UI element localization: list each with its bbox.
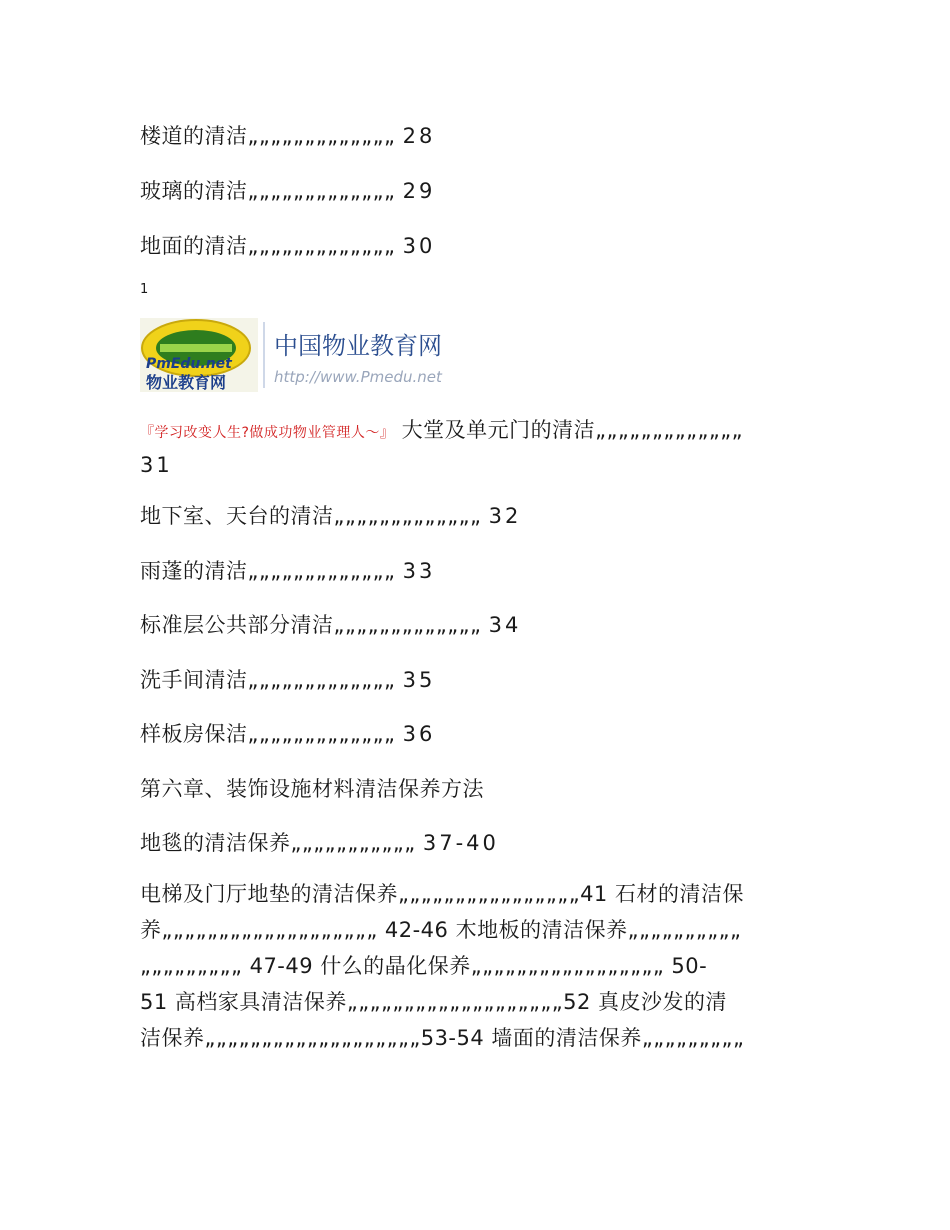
- logo-badge-caption: 物业教育网: [146, 373, 227, 392]
- toc-page: 36: [402, 722, 436, 746]
- toc-leader: „„„„„„„„„„„„„: [333, 504, 482, 528]
- toc-leader: „„„„„„„„„„„„„: [247, 559, 396, 583]
- toc-entry: [140, 500, 521, 530]
- toc-title: 样板房保洁: [140, 722, 248, 746]
- logo-url: http://www.Pmedu.net: [274, 368, 442, 386]
- toc-title: 雨蓬的清洁: [140, 559, 248, 583]
- toc-leader: „„„„„„„„„„„„„: [595, 418, 744, 442]
- toc-entry: [140, 175, 435, 205]
- toc-page: 30: [402, 234, 436, 258]
- toc-paragraph-line: 电梯及门厅地垫的清洁保养„„„„„„„„„„„„„„„„41 石材的清洁保: [140, 882, 744, 906]
- toc-leader: „„„„„„„„„„„„„: [247, 668, 396, 692]
- toc-leader: „„„„„„„„„„„„„: [333, 613, 482, 637]
- toc-page: 29: [402, 179, 436, 203]
- toc-title: 洗手间清洁: [140, 668, 248, 692]
- toc-title: 地下室、天台的清洁: [140, 504, 334, 528]
- toc-entry: [140, 555, 435, 585]
- toc-entry: [140, 120, 435, 150]
- chapter-heading: 第六章、装饰设施材料清洁保养方法: [140, 777, 484, 801]
- toc-paragraph-line: 养„„„„„„„„„„„„„„„„„„„ 42-46 木地板的清洁保养„„„„„„„„„„: [140, 918, 742, 942]
- toc-paragraph: [140, 876, 820, 1056]
- toc-title: 标准层公共部分清洁: [140, 613, 334, 637]
- toc-page: 28: [402, 124, 436, 148]
- toc-leader: „„„„„„„„„„„: [290, 831, 416, 855]
- toc-title: 大堂及单元门的清洁: [401, 418, 596, 442]
- toc-page: 34: [488, 613, 522, 637]
- toc-paragraph-line: „„„„„„„„„ 47-49 什么的晶化保养„„„„„„„„„„„„„„„„„ 50-: [140, 954, 708, 978]
- toc-page: 32: [488, 504, 522, 528]
- toc-entry: [140, 664, 435, 694]
- toc-title: 玻璃的清洁: [140, 179, 248, 203]
- toc-entry: [140, 827, 499, 857]
- toc-leader: „„„„„„„„„„„„„: [247, 722, 396, 746]
- toc-title: 地面的清洁: [140, 234, 248, 258]
- toc-title: 楼道的清洁: [140, 124, 248, 148]
- toc-leader: „„„„„„„„„„„„„: [247, 124, 396, 148]
- slogan: 『学习改变人生?做成功物业管理人～』: [140, 425, 395, 441]
- toc-page: 37-40: [422, 831, 499, 855]
- logo-badge-text: PmEdu.net: [146, 356, 232, 372]
- toc-entry: [140, 230, 435, 260]
- toc-page: 31: [140, 453, 173, 477]
- toc-leader: „„„„„„„„„„„„„: [247, 179, 396, 203]
- toc-leader: „„„„„„„„„„„„„: [247, 234, 396, 258]
- toc-paragraph-line: 51 高档家具清洁保养„„„„„„„„„„„„„„„„„„„52 真皮沙发的清: [140, 990, 728, 1014]
- pmedu-logo: [138, 316, 468, 394]
- toc-title: 地毯的清洁保养: [140, 831, 291, 855]
- toc-page: 33: [402, 559, 436, 583]
- logo-site-name: 中国物业教育网: [274, 332, 442, 360]
- toc-paragraph-line: 洁保养„„„„„„„„„„„„„„„„„„„53-54 墙面的清洁保养„„„„„„„„„: [140, 1026, 745, 1050]
- toc-entry: [140, 718, 435, 748]
- toc-page: 35: [402, 668, 436, 692]
- page-number: 1: [140, 282, 149, 297]
- toc-entry: [140, 609, 521, 639]
- slogan-entry: [140, 414, 820, 481]
